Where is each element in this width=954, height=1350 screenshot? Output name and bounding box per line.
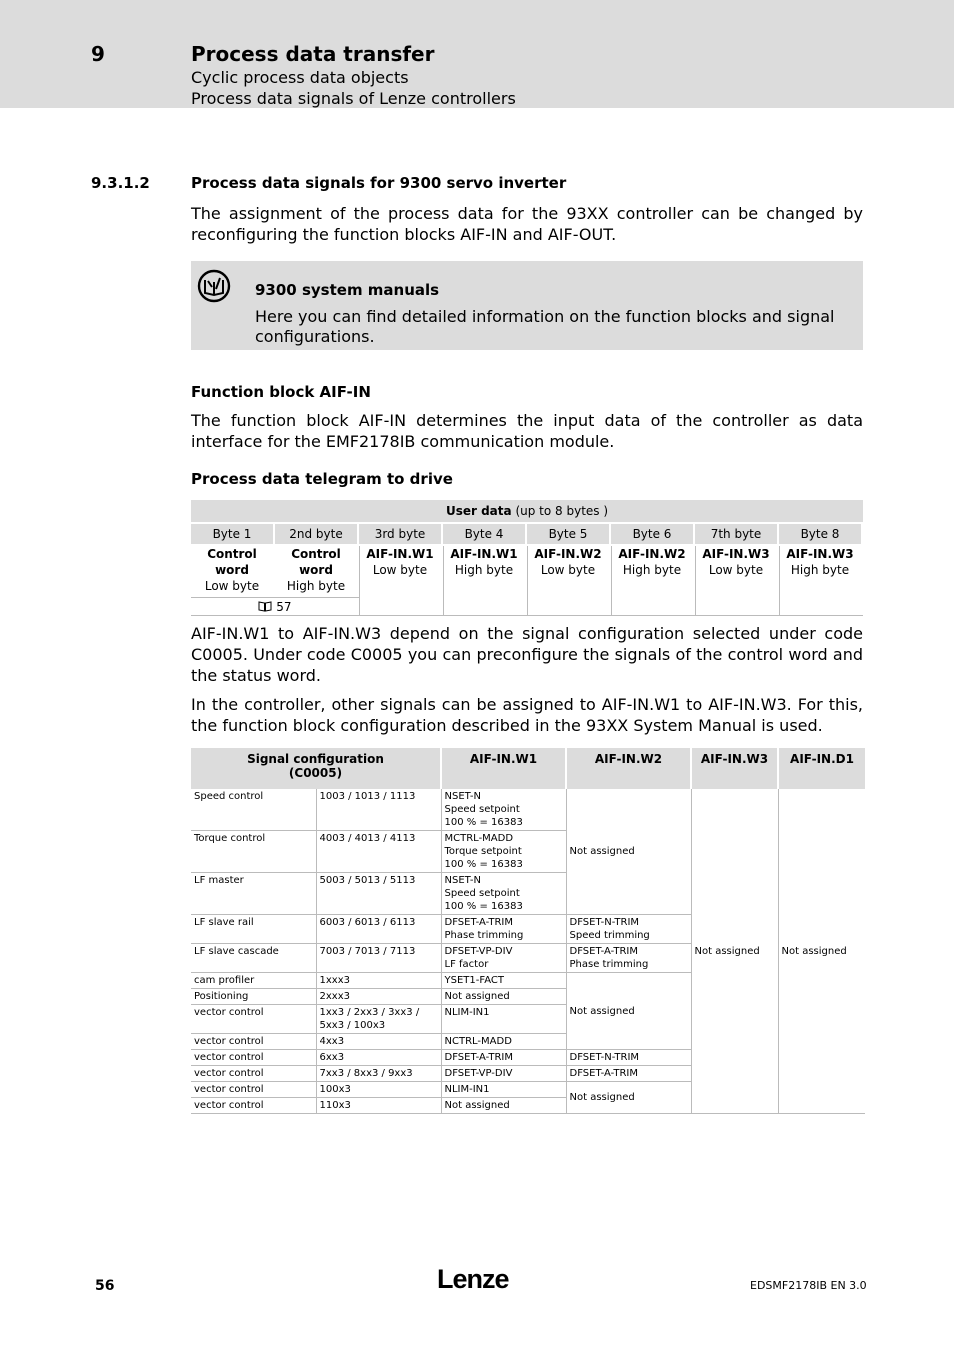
- byte-part: High byte: [286, 579, 346, 593]
- paragraph-code-c0005: AIF-IN.W1 to AIF-IN.W3 depend on the signal configuration selected under code C0005. Under code C0005 you can preconfigure the signals of the control word and the status word.: [191, 624, 863, 685]
- w1-block: DFSET-VP-DIV: [444, 946, 513, 957]
- column-divider: [779, 546, 780, 616]
- section-number: 9.3.1.2: [91, 174, 150, 192]
- byte-column: [359, 524, 441, 578]
- paragraph-other-signals: In the controller, other signals can be assigned to AIF-IN.W1 to AIF-IN.W3. For this, the function block configuration described in the 93XX System Manual is used.: [191, 695, 863, 735]
- section-intro: The assignment of the process data for the 93XX controller can be changed by reconfiguring the function blocks AIF-IN and AIF-OUT.: [191, 204, 863, 244]
- byte-part: Low byte: [540, 563, 596, 577]
- w2-signal: Phase trimming: [569, 959, 649, 970]
- breadcrumb-level-2: Process data signals of Lenze controllers: [191, 89, 516, 108]
- byte-header: Byte 5: [527, 524, 609, 544]
- byte-column: [191, 524, 273, 594]
- config-codes: 4xx3: [316, 1034, 441, 1050]
- config-codes: 110x3: [316, 1098, 441, 1114]
- config-name: Speed control: [191, 789, 316, 831]
- byte-signal: AIF-IN.W2: [618, 547, 686, 561]
- w1-cell: [441, 789, 566, 831]
- page-number: 56: [95, 1278, 115, 1294]
- w1-block: NSET-N: [444, 875, 481, 886]
- header-w1: AIF-IN.W1: [441, 748, 566, 789]
- byte-signal: Control: [291, 547, 341, 561]
- codes-line2: 5xx3 / 100x3: [319, 1020, 386, 1031]
- w1-cell: YSET1-FACT: [441, 973, 566, 989]
- byte-header: 2nd byte: [275, 524, 357, 544]
- w2-cell: Not assigned: [566, 789, 691, 915]
- w2-cell: [566, 944, 691, 973]
- w2-cell: Not assigned: [566, 1082, 691, 1114]
- note-box: [191, 261, 863, 350]
- w1-cell: [441, 831, 566, 873]
- byte-part: Low byte: [204, 579, 260, 593]
- byte-header: 7th byte: [695, 524, 777, 544]
- signal-configuration-table: [191, 748, 865, 1114]
- byte-column: [527, 524, 609, 578]
- byte-signal: AIF-IN.W2: [534, 547, 602, 561]
- page-reference[interactable]: [191, 597, 359, 616]
- column-divider: [695, 546, 696, 616]
- w1-cell: DFSET-VP-DIV: [441, 1066, 566, 1082]
- header-w3: AIF-IN.W3: [691, 748, 778, 789]
- config-codes: 7xx3 / 8xx3 / 9xx3: [316, 1066, 441, 1082]
- config-codes: 6003 / 6013 / 6113: [316, 915, 441, 944]
- config-codes: [316, 1005, 441, 1034]
- w1-cell: Not assigned: [441, 989, 566, 1005]
- book-icon: [258, 601, 272, 612]
- user-data-header: [191, 500, 863, 522]
- byte-part: High byte: [454, 563, 514, 577]
- w1-cell: [441, 944, 566, 973]
- byte-signal: AIF-IN.W3: [702, 547, 770, 561]
- table-row: [191, 789, 865, 831]
- telegram-heading: Process data telegram to drive: [191, 470, 453, 488]
- config-codes: 100x3: [316, 1082, 441, 1098]
- byte-signal-2: word: [215, 563, 249, 577]
- header-signal-config: [191, 748, 441, 789]
- header-config-line2: (C0005): [288, 766, 343, 780]
- byte-signal-2: word: [299, 563, 333, 577]
- config-name: cam profiler: [191, 973, 316, 989]
- w2-cell: [566, 915, 691, 944]
- byte-header: Byte 6: [611, 524, 693, 544]
- table-header-row: [191, 748, 865, 789]
- config-name: vector control: [191, 1005, 316, 1034]
- d1-cell: Not assigned: [778, 789, 865, 1114]
- table-bottom-rule: [191, 615, 863, 616]
- w1-cell: NLIM-IN1: [441, 1082, 566, 1098]
- note-title: 9300 system manuals: [255, 281, 440, 299]
- column-divider: [611, 546, 612, 616]
- w1-block: MCTRL-MADD: [444, 833, 514, 844]
- w2-block: DFSET-A-TRIM: [569, 946, 638, 957]
- byte-signal: AIF-IN.W1: [450, 547, 518, 561]
- config-codes: 5003 / 5013 / 5113: [316, 873, 441, 915]
- lenze-logo: [437, 1264, 517, 1294]
- config-name: Positioning: [191, 989, 316, 1005]
- user-data-size: (up to 8 bytes ): [511, 504, 609, 518]
- config-name: vector control: [191, 1098, 316, 1114]
- note-text: Here you can find detailed information on the function blocks and signal configurations.: [255, 307, 835, 346]
- column-divider: [527, 546, 528, 616]
- breadcrumb-level-1: Cyclic process data objects: [191, 68, 409, 87]
- config-codes: 1003 / 1013 / 1113: [316, 789, 441, 831]
- w2-cell: Not assigned: [566, 973, 691, 1050]
- byte-part: High byte: [622, 563, 682, 577]
- user-data-label: User data: [445, 504, 512, 518]
- byte-column: [275, 524, 357, 594]
- config-name: LF master: [191, 873, 316, 915]
- w2-cell: DFSET-A-TRIM: [566, 1066, 691, 1082]
- fb-heading: Function block AIF-IN: [191, 383, 371, 401]
- config-name: Torque control: [191, 831, 316, 873]
- w2-signal: Speed trimming: [569, 930, 650, 941]
- w2-block: DFSET-N-TRIM: [569, 917, 640, 928]
- config-name: LF slave rail: [191, 915, 316, 944]
- w1-cell: [441, 915, 566, 944]
- w1-scale: 100 % = 16383: [444, 901, 523, 912]
- manual-reference-icon: [197, 269, 231, 303]
- header-d1: AIF-IN.D1: [778, 748, 865, 789]
- config-codes: 2xxx3: [316, 989, 441, 1005]
- w1-scale: 100 % = 16383: [444, 859, 523, 870]
- config-codes: 4003 / 4013 / 4113: [316, 831, 441, 873]
- config-name: vector control: [191, 1034, 316, 1050]
- byte-column: [779, 524, 861, 578]
- column-divider: [443, 546, 444, 616]
- header-config-line1: Signal configuration: [247, 752, 384, 766]
- chapter-title: Process data transfer: [191, 42, 435, 66]
- w1-signal: Speed setpoint: [444, 804, 520, 815]
- config-name: LF slave cascade: [191, 944, 316, 973]
- codes-line1: 1xx3 / 2xx3 / 3xx3 /: [319, 1007, 420, 1018]
- byte-header: Byte 8: [779, 524, 861, 544]
- w1-signal: Phase trimming: [444, 930, 524, 941]
- w2-cell: DFSET-N-TRIM: [566, 1050, 691, 1066]
- w1-block: NSET-N: [444, 791, 481, 802]
- byte-header: Byte 1: [191, 524, 273, 544]
- byte-part: Low byte: [372, 563, 428, 577]
- telegram-table: [191, 500, 863, 616]
- config-codes: 1xxx3: [316, 973, 441, 989]
- w1-signal: Speed setpoint: [444, 888, 520, 899]
- config-name: vector control: [191, 1082, 316, 1098]
- byte-signal: Control: [207, 547, 257, 561]
- w1-scale: 100 % = 16383: [444, 817, 523, 828]
- config-name: vector control: [191, 1050, 316, 1066]
- byte-header: Byte 4: [443, 524, 525, 544]
- page-reference-number: 57: [276, 600, 292, 614]
- byte-header: 3rd byte: [359, 524, 441, 544]
- w1-signal: Torque setpoint: [444, 846, 522, 857]
- header-w2: AIF-IN.W2: [566, 748, 691, 789]
- chapter-number: 9: [91, 42, 105, 66]
- w1-cell: NCTRL-MADD: [441, 1034, 566, 1050]
- config-codes: 6xx3: [316, 1050, 441, 1066]
- w3-cell: Not assigned: [691, 789, 778, 1114]
- column-divider: [359, 546, 360, 616]
- config-name: vector control: [191, 1066, 316, 1082]
- byte-column: [695, 524, 777, 578]
- byte-part: Low byte: [708, 563, 764, 577]
- section-title: Process data signals for 9300 servo inverter: [191, 174, 567, 192]
- document-id: EDSMF2178IB EN 3.0: [750, 1279, 867, 1292]
- fb-text: The function block AIF-IN determines the input data of the controller as data interface for the EMF2178IB communication module.: [191, 411, 863, 451]
- w1-cell: DFSET-A-TRIM: [441, 1050, 566, 1066]
- byte-signal: AIF-IN.W1: [366, 547, 434, 561]
- w1-cell: Not assigned: [441, 1098, 566, 1114]
- byte-column: [443, 524, 525, 578]
- w1-block: DFSET-A-TRIM: [444, 917, 513, 928]
- config-codes: 7003 / 7013 / 7113: [316, 944, 441, 973]
- byte-signal: AIF-IN.W3: [786, 547, 854, 561]
- w1-signal: LF factor: [444, 959, 489, 970]
- byte-part: High byte: [790, 563, 850, 577]
- logo-text: Lenze: [437, 1264, 509, 1294]
- w1-cell: NLIM-IN1: [441, 1005, 566, 1034]
- byte-column: [611, 524, 693, 578]
- w1-cell: [441, 873, 566, 915]
